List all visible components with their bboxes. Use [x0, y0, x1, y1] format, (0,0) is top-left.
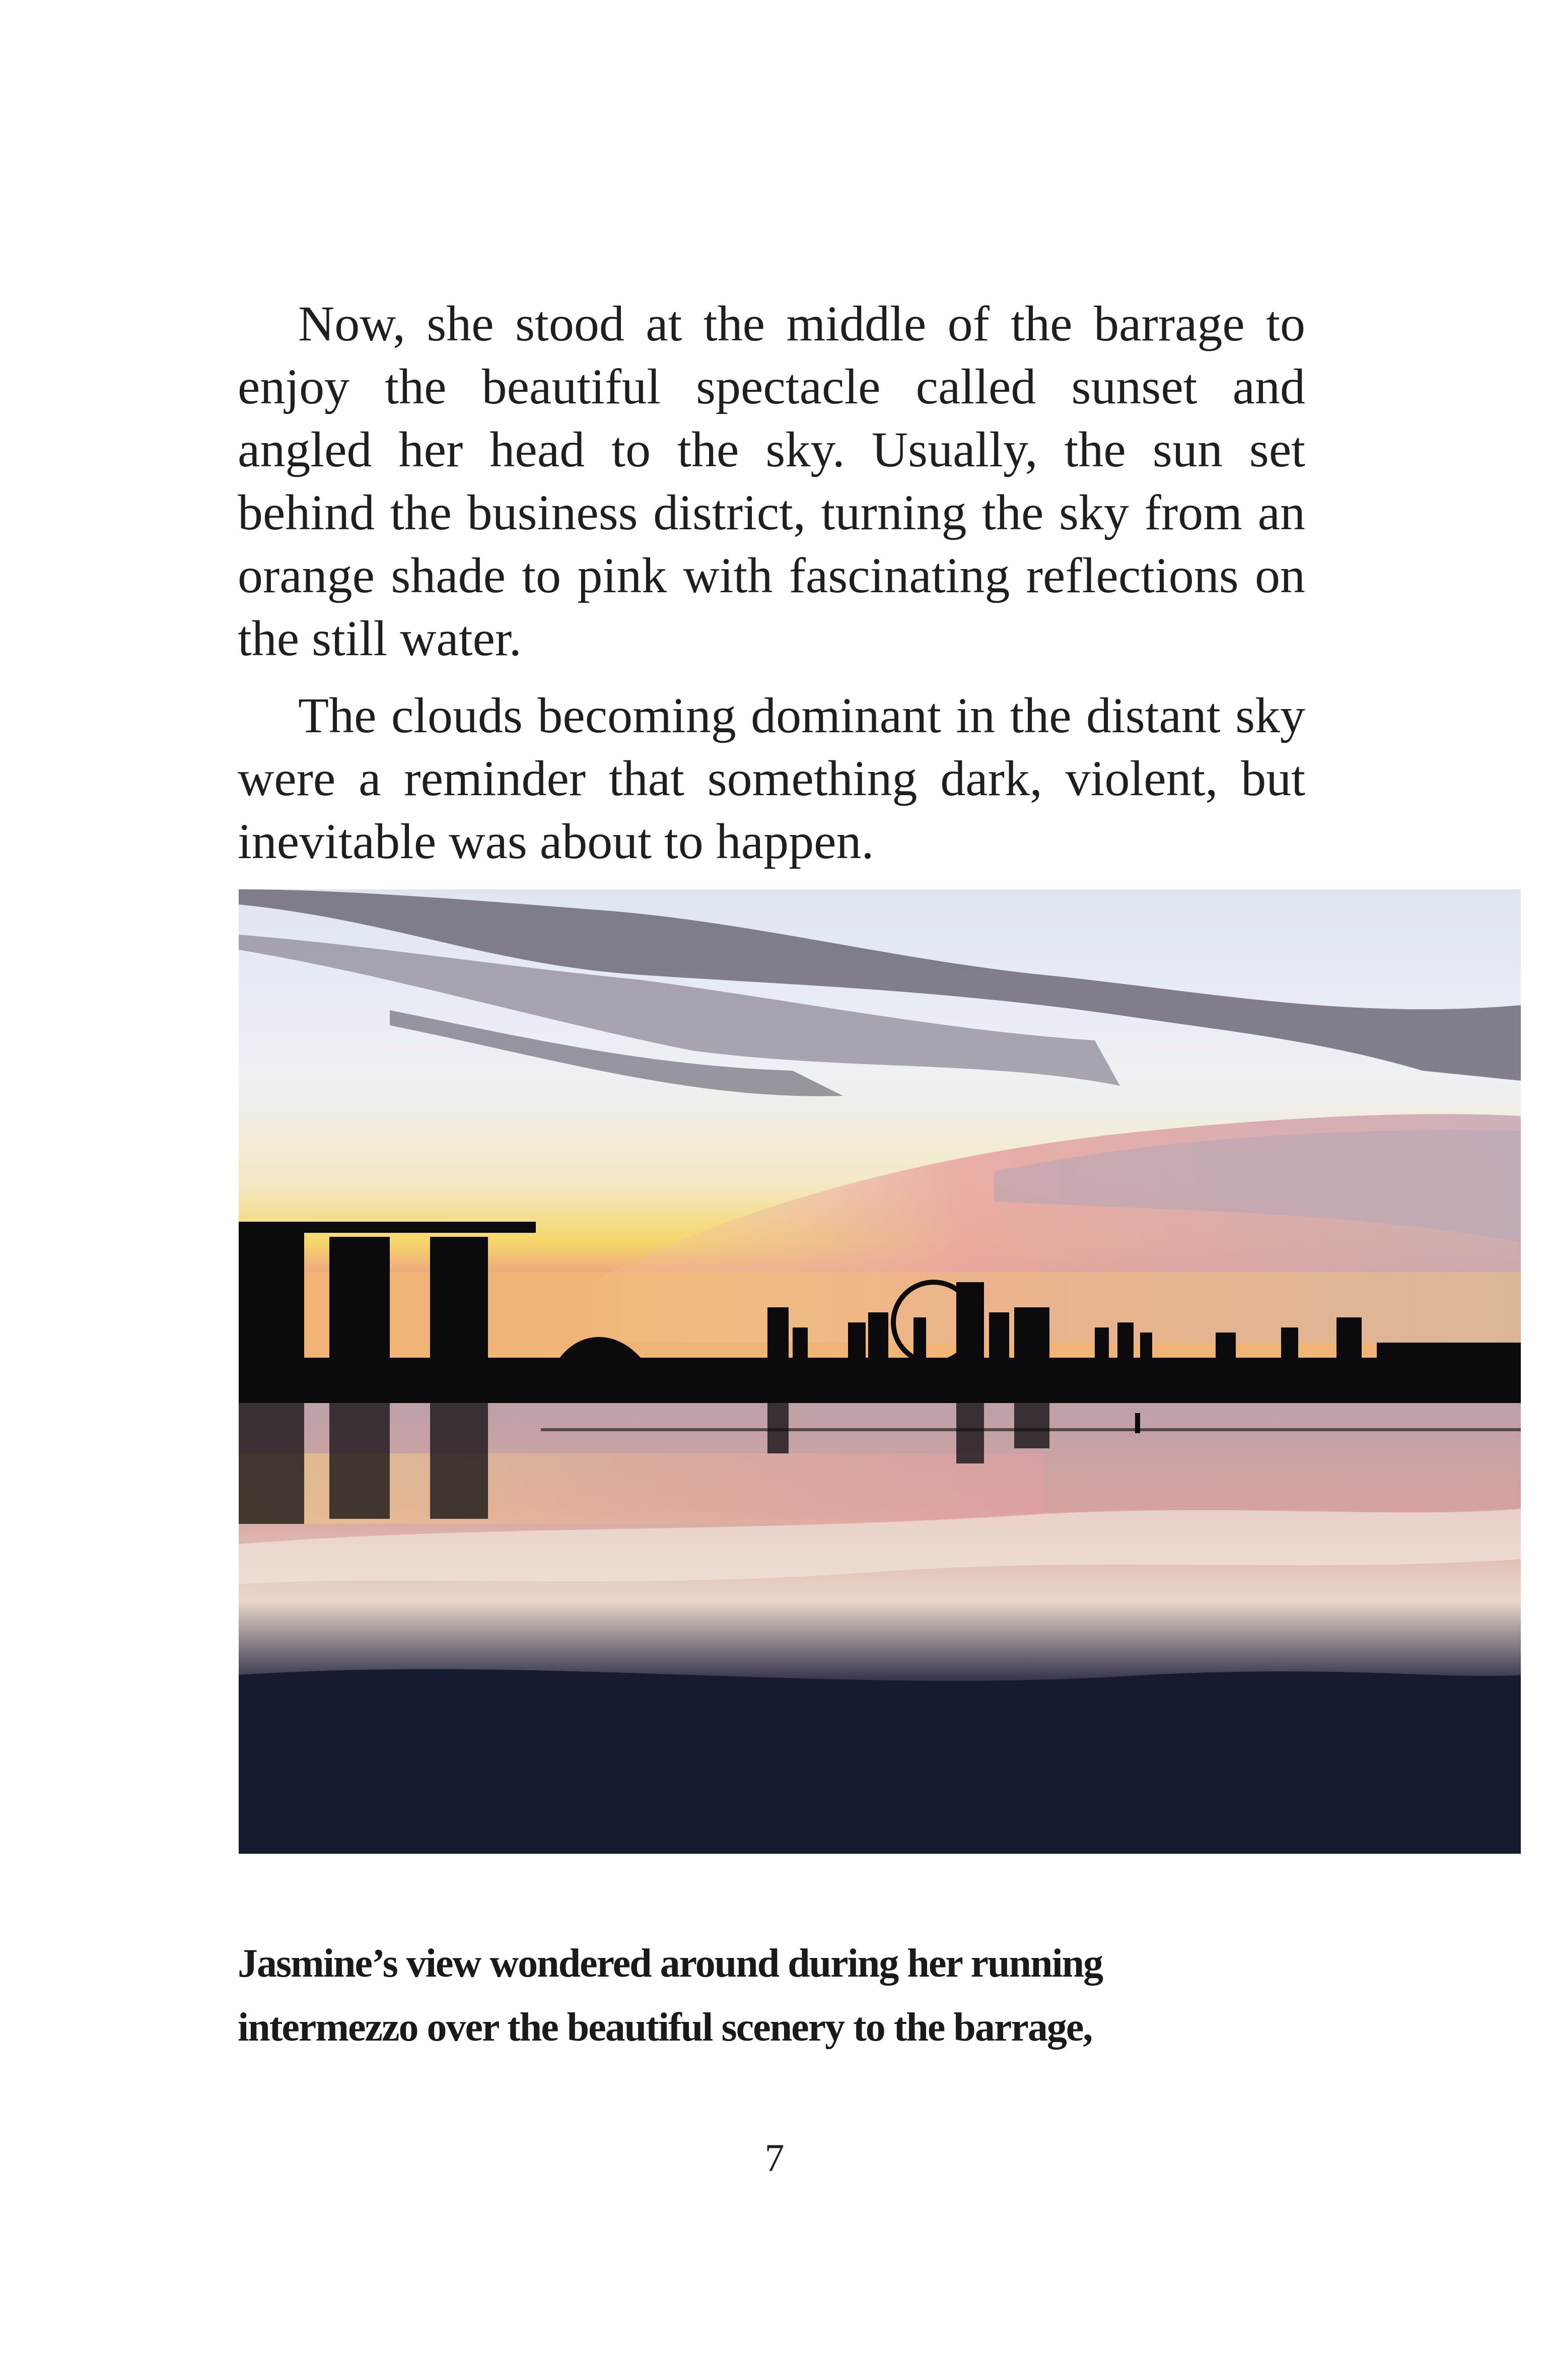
sunset-skyline-photo: [239, 889, 1521, 1854]
page-number: 7: [764, 2136, 785, 2180]
caption-line-1: Jasmine’s view wondered around during her running: [238, 1941, 1103, 1986]
caption-line-2: intermezzo over the beautiful scenery to the barrage,: [238, 2005, 1092, 2050]
photo-drawing: [239, 889, 1521, 1854]
paragraph-2: The clouds becoming dominant in the distant sky were a reminder that something dark, violent, but inevitable was about to happen.: [238, 687, 1305, 869]
paragraph-1: Now, she stood at the middle of the barrage to enjoy the beautiful spectacle called sunset and angled her head to the sky. Usually, the sun set behind the business district, turning the sky from an orange shade to pink with fascinating reflections on the still water.: [238, 296, 1305, 666]
body-text: [238, 292, 1305, 887]
photo-caption: [238, 1932, 1396, 2060]
